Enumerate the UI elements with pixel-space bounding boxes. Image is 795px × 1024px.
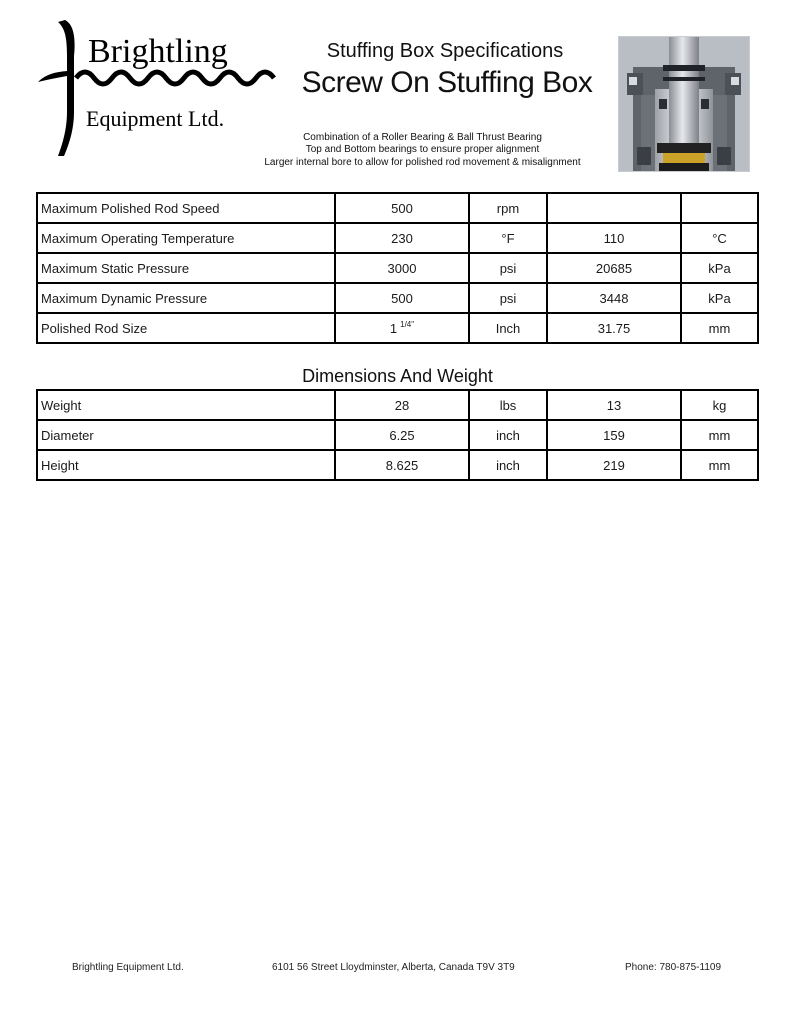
- dimension-metric-unit: mm: [681, 420, 758, 450]
- spec-metric-value: 110: [547, 223, 681, 253]
- table-row: [37, 193, 758, 223]
- dimensions-table: [36, 389, 759, 481]
- dimension-metric-value: 159: [547, 420, 681, 450]
- spec-metric-unit: kPa: [681, 283, 758, 313]
- spec-unit: psi: [469, 283, 547, 313]
- spec-metric-value: [547, 193, 681, 223]
- description-line: Top and Bottom bearings to ensure proper alignment: [305, 144, 540, 155]
- table-row: [37, 390, 758, 420]
- spec-label: Maximum Polished Rod Speed: [37, 193, 335, 223]
- stuffing-box-cross-section-image: [618, 36, 750, 172]
- dimension-value: 6.25: [335, 420, 469, 450]
- document-subtitle: Stuffing Box Specifications: [326, 40, 564, 62]
- spec-metric-unit: kPa: [681, 253, 758, 283]
- spec-metric-unit: mm: [681, 313, 758, 343]
- dimension-value: 28: [335, 390, 469, 420]
- spec-value: 500: [335, 283, 469, 313]
- dimension-label: Height: [37, 450, 335, 480]
- footer-company: Brightling Equipment Ltd.: [72, 962, 184, 973]
- description-line: Larger internal bore to allow for polished rod movement & misalignment: [264, 157, 581, 168]
- dimensions-heading: Dimensions And Weight: [302, 366, 493, 386]
- spec-unit: °F: [469, 223, 547, 253]
- spec-label: Polished Rod Size: [37, 313, 335, 343]
- spec-unit: psi: [469, 253, 547, 283]
- logo-line-2: Equipment Ltd.: [86, 106, 225, 131]
- table-row: [37, 223, 758, 253]
- description-line: Combination of a Roller Bearing & Ball Thrust Bearing: [303, 132, 542, 143]
- spec-unit: rpm: [469, 193, 547, 223]
- spec-metric-value: 31.75: [547, 313, 681, 343]
- spec-value: 1: [389, 321, 398, 336]
- specifications-table: [36, 192, 759, 344]
- footer-phone: Phone: 780-875-1109: [625, 962, 722, 973]
- table-row: [37, 450, 758, 480]
- dimension-value: 8.625: [335, 450, 469, 480]
- dimension-metric-unit: mm: [681, 450, 758, 480]
- dimension-metric-value: 13: [547, 390, 681, 420]
- dimension-metric-value: 219: [547, 450, 681, 480]
- dimension-unit: inch: [469, 450, 547, 480]
- spec-label: Maximum Operating Temperature: [37, 223, 335, 253]
- dimension-label: Diameter: [37, 420, 335, 450]
- spec-value-cell: [335, 313, 469, 343]
- spec-label: Maximum Static Pressure: [37, 253, 335, 283]
- dimension-unit: inch: [469, 420, 547, 450]
- logo-line-1: Brightling: [88, 33, 228, 70]
- table-row: [37, 283, 758, 313]
- spec-unit: Inch: [469, 313, 547, 343]
- spec-value: 230: [335, 223, 469, 253]
- spec-value-fraction: 1/4": [400, 320, 415, 329]
- spec-metric-value: 3448: [547, 283, 681, 313]
- document-title: Screw On Stuffing Box: [301, 66, 593, 99]
- spec-metric-value: 20685: [547, 253, 681, 283]
- dimension-unit: lbs: [469, 390, 547, 420]
- dimension-metric-unit: kg: [681, 390, 758, 420]
- spec-metric-unit: [681, 193, 758, 223]
- spec-metric-unit: °C: [681, 223, 758, 253]
- dimension-label: Weight: [37, 390, 335, 420]
- table-row: [37, 420, 758, 450]
- spec-value: 3000: [335, 253, 469, 283]
- footer-address: 6101 56 Street Lloydminster, Alberta, Canada T9V 3T9: [272, 962, 515, 973]
- spec-value: 500: [335, 193, 469, 223]
- table-row: [37, 253, 758, 283]
- table-row: [37, 313, 758, 343]
- spec-label: Maximum Dynamic Pressure: [37, 283, 335, 313]
